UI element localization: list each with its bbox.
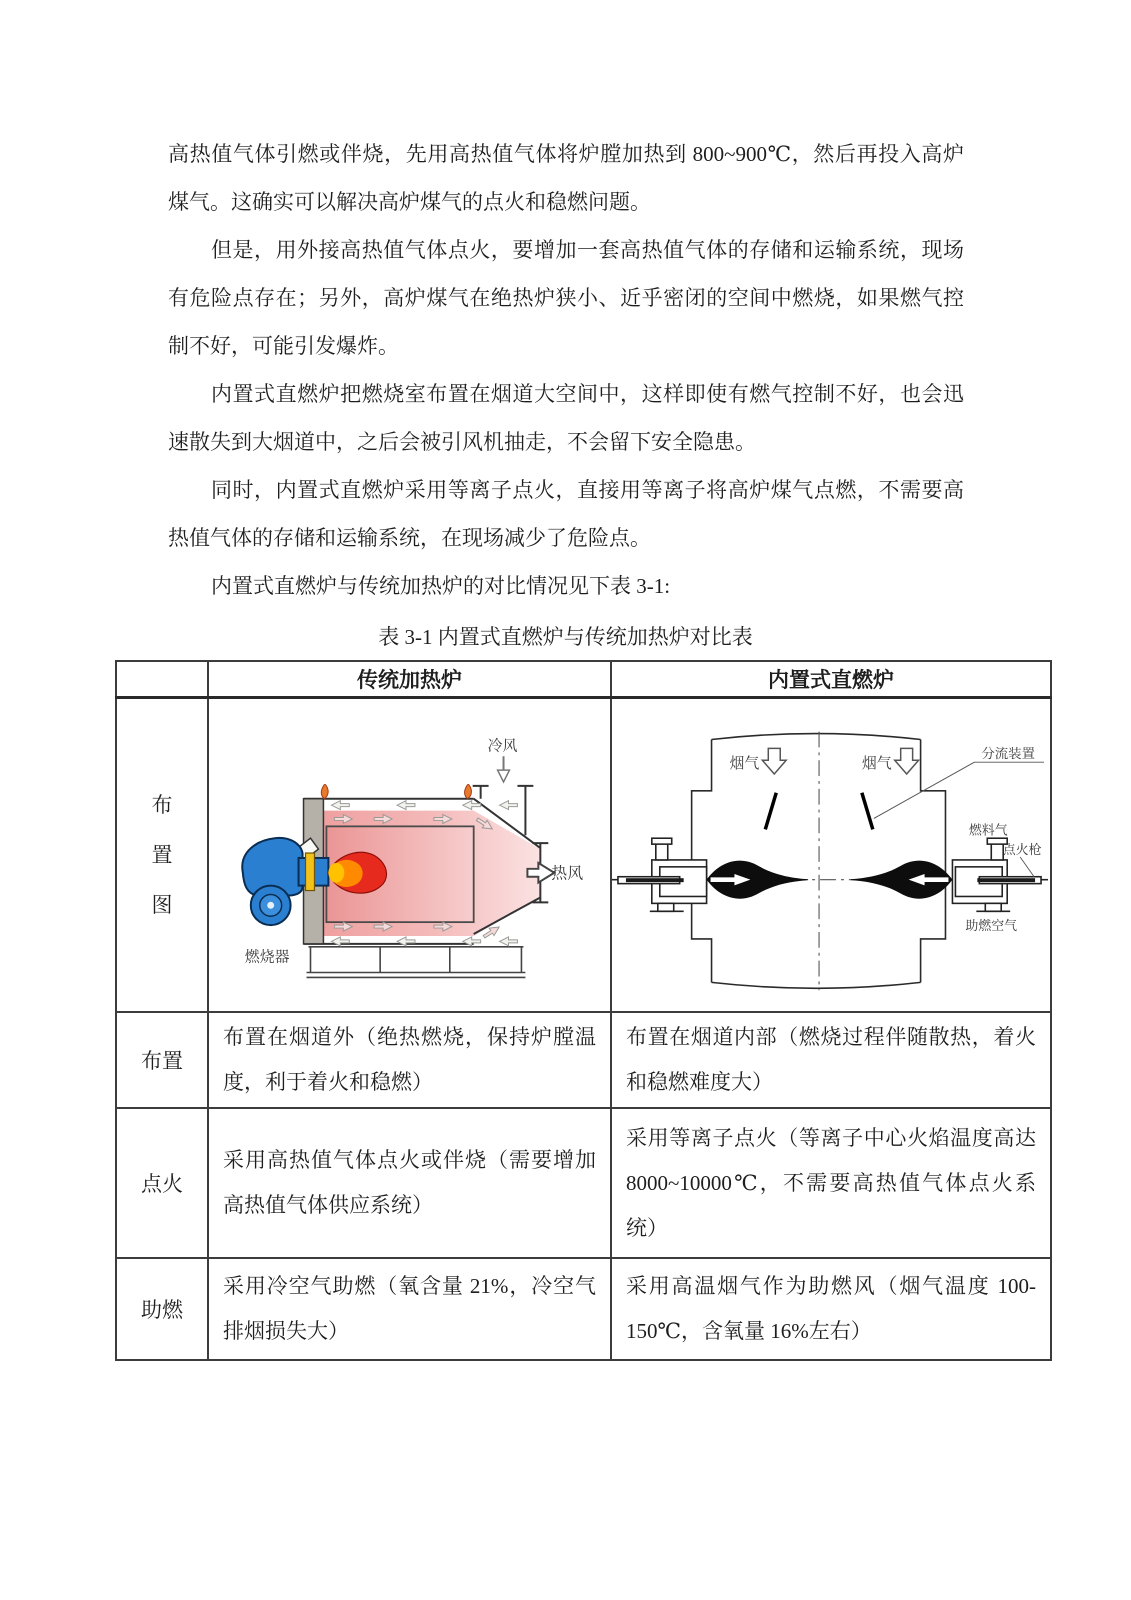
body-text [168,130,964,610]
row-label-text: 布置图 [151,793,173,917]
cell-builtin-diagram [611,698,1051,1013]
label-splitter-device: 分流装置 [981,746,1036,762]
label-burner: 燃烧器 [244,949,290,966]
table-caption: 表 3-1 内置式直燃炉与传统加热炉对比表 [378,625,753,649]
label-cold-air: 冷风 [487,738,518,755]
paragraph-1: 高热值气体引燃或伴烧，先用高热值气体将炉膛加热到 800~900℃，然后再投入高炉煤气。这确实可以解决高炉煤气的点火和稳燃问题。 [168,142,964,214]
label-fuel-gas: 燃料气 [968,823,1008,838]
header-traditional-furnace: 传统加热炉 [208,661,611,698]
roof-flame-icons [321,784,471,798]
paragraph-2: 但是，用外接高热值气体点火，要增加一套高热值气体的存储和运输系统，现场有危险点存在；另外，高炉煤气在绝热炉狭小、近乎密闭的空间中燃烧，如果燃气控制不好，可能引发爆炸。 [168,238,964,358]
row-ignition [116,1108,1051,1258]
cell-traditional-diagram [208,698,611,1013]
header-builtin-furnace: 内置式直燃炉 [611,661,1051,698]
paragraph-3: 内置式直燃炉把燃烧室布置在烟道大空间中，这样即使有燃气控制不好，也会迅速散失到大烟道中，之后会被引风机抽走，不会留下安全隐患。 [168,382,964,454]
row-combustion-support [116,1258,1051,1360]
paragraph-4: 同时，内置式直燃炉采用等离子点火，直接用等离子将高炉煤气点燃，不需要高热值气体的存储和运输系统，在现场减少了危险点。 [168,478,964,550]
cell-ignition-traditional: 采用高热值气体点火或伴烧（需要增加高热值气体供应系统） [208,1108,611,1258]
cell-ignition-builtin: 采用等离子点火（等离子中心火焰温度高达 8000~10000℃，不需要高热值气体点火系统） [611,1108,1051,1258]
comparison-table [115,660,1052,1361]
label-flue-gas-right: 烟气 [861,756,892,773]
row-layout-diagram [116,698,1051,1013]
burner-flange [306,853,315,891]
cell-placement-builtin: 布置在烟道内部（燃烧过程伴随散热，着火和稳燃难度大） [611,1012,1051,1108]
row-label-ignition: 点火 [116,1108,208,1258]
flame-core [328,863,344,883]
label-ignition-gun: 点火枪 [1002,843,1042,858]
ignition-gun-leader [1020,857,1034,877]
label-combustion-air: 助燃空气 [965,919,1018,934]
cell-combustion-builtin: 采用高温烟气作为助燃风（烟气温度 100-150℃，含氧量 16%左右） [611,1258,1051,1360]
burner-fan-hub [267,902,274,909]
splitter-leader-line [874,762,1044,818]
row-label-layout-diagram [116,698,208,1013]
traditional-furnace-diagram [209,699,610,1011]
label-flue-gas-left: 烟气 [729,756,760,773]
table-header-row [116,661,1051,698]
cold-air-arrow [498,756,510,782]
flue-gas-arrows [762,748,918,774]
row-placement [116,1012,1051,1108]
cell-combustion-traditional: 采用冷空气助燃（氧含量 21%，冷空气排烟损失大） [208,1258,611,1360]
label-hot-air: 热风 [551,865,584,883]
furnace-support-base [307,947,526,978]
paragraph-5: 内置式直燃炉与传统加热炉的对比情况见下表 3-1: [211,574,671,598]
cell-placement-traditional: 布置在烟道外（绝热燃烧，保持炉膛温度，利于着火和稳燃） [208,1012,611,1108]
header-empty-cell [116,661,208,698]
row-label-placement: 布置 [116,1012,208,1108]
row-label-combustion-support: 助燃 [116,1258,208,1360]
builtin-furnace-diagram [612,699,1050,1011]
